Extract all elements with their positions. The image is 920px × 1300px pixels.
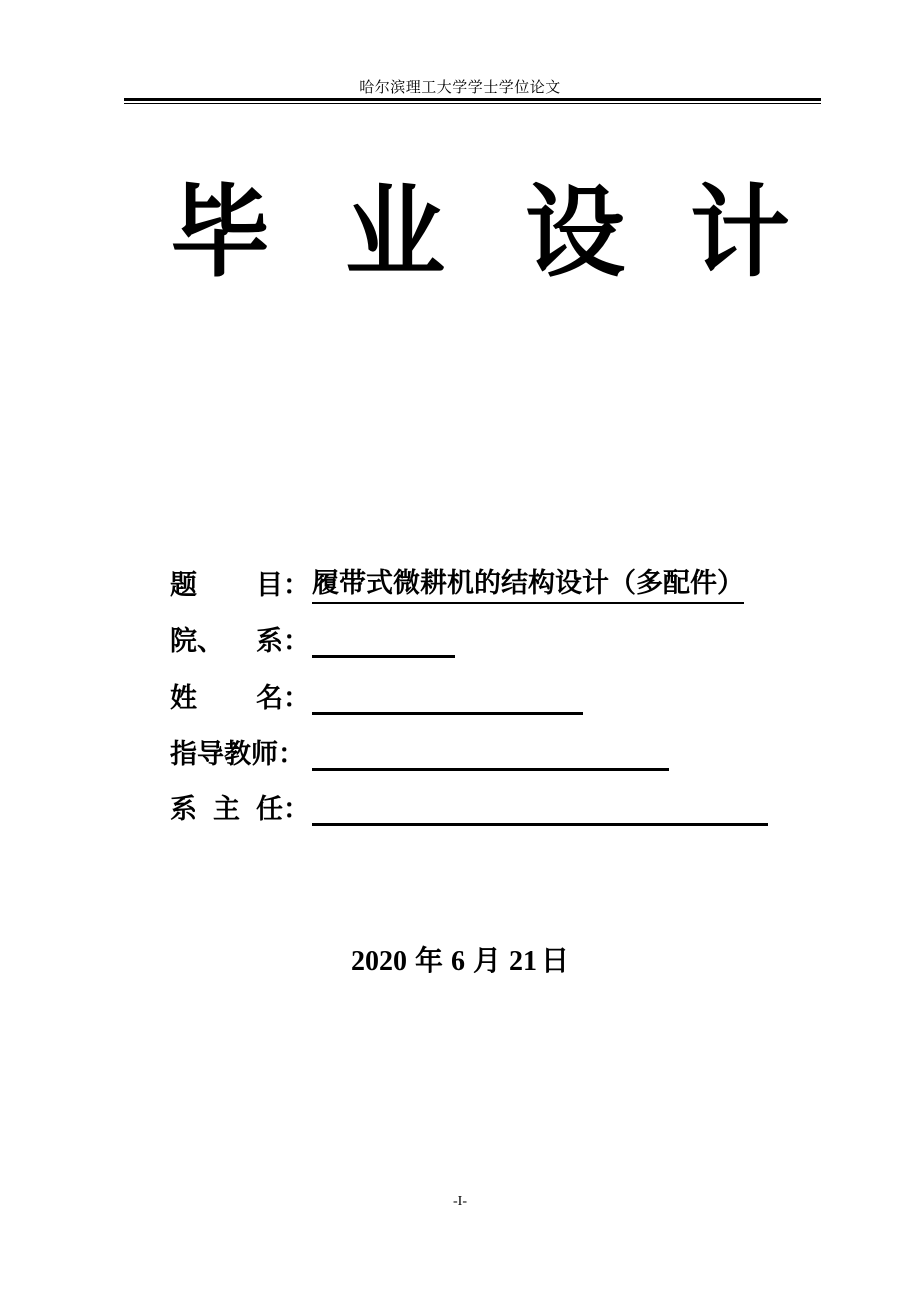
date-year: 2020 [350,946,407,977]
director-label-part-1: 系 [170,794,197,825]
cover-title [170,174,790,291]
date-day: 21 [509,946,537,977]
name-label-part-2: 名： [256,683,310,714]
name-label-part-1: 姓 [170,683,197,714]
topic-label-part-2: 目： [256,570,310,601]
director-label-part-2: 主 [213,794,240,825]
name-blank-line [312,712,583,715]
cover-title-char-1: 毕 [170,174,270,291]
advisor-label: 指导教师： [170,739,305,770]
topic-value: 履带式微耕机的结构设计（多配件） [312,566,744,604]
date-month-unit: 月 [472,946,501,977]
topic-label-part-1: 题 [170,570,197,601]
director-label-part-3: 任： [256,794,310,825]
department-label-part-2: 系： [256,626,310,657]
header-rule-thick [124,98,821,101]
date-line [0,942,920,982]
header-rule-thin [124,103,821,104]
running-header: 哈尔滨理工大学学士学位论文 [359,78,561,96]
date-month: 6 [450,946,465,977]
department-label-part-1: 院、 [170,626,224,657]
date-day-unit: 日 [541,946,570,977]
date-year-unit: 年 [414,946,443,977]
cover-title-char-3: 设 [525,174,625,291]
cover-title-char-2: 业 [345,174,445,291]
cover-title-char-4: 计 [690,174,790,291]
department-blank-line [312,655,455,658]
advisor-blank-line [312,768,669,771]
director-blank-line [312,823,768,826]
page-number: -I- [453,1194,467,1209]
